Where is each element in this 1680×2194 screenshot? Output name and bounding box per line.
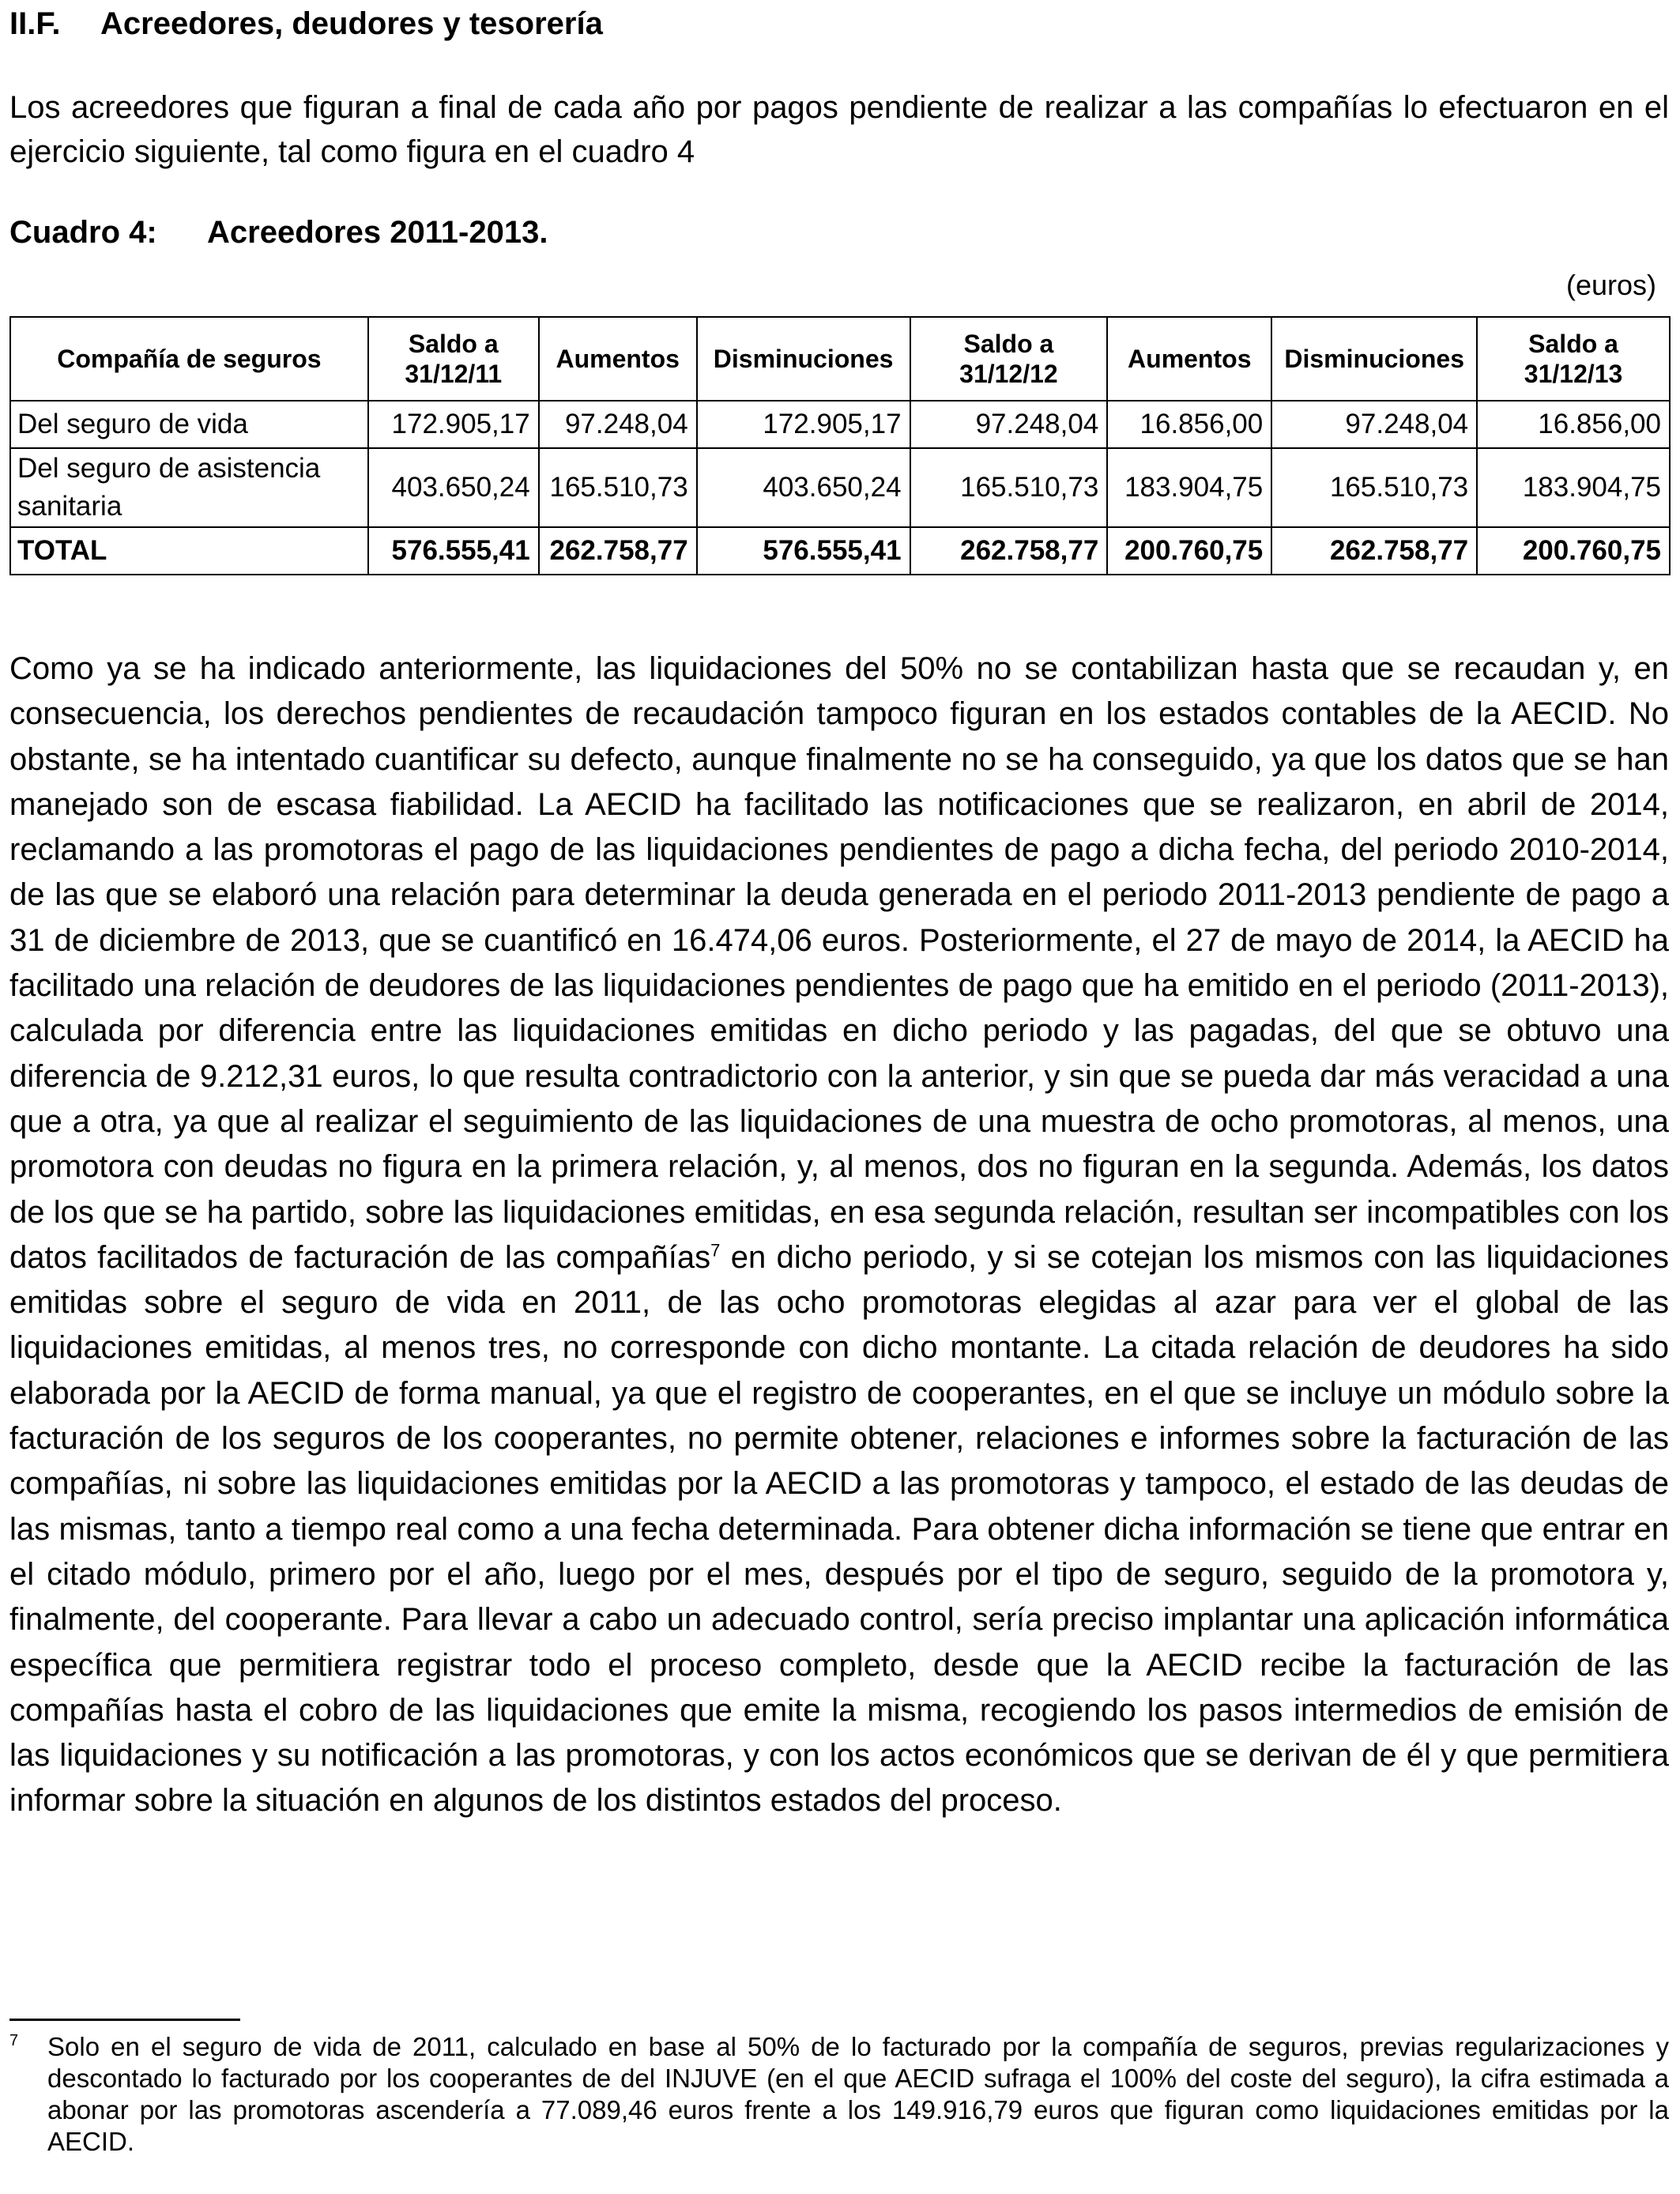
row-label: Del seguro de asistencia sanitaria bbox=[10, 448, 368, 527]
table-total-row bbox=[10, 527, 1670, 575]
table-caption-label: Cuadro 4: bbox=[9, 215, 157, 250]
section-number: II.F. bbox=[9, 6, 61, 41]
table-header-row bbox=[10, 317, 1670, 401]
table-cell: 172.905,17 bbox=[368, 401, 539, 448]
column-header: Aumentos bbox=[1107, 317, 1271, 401]
table-caption-title: Acreedores 2011-2013. bbox=[207, 215, 548, 250]
table-cell: 403.650,24 bbox=[697, 448, 910, 527]
row-label: Del seguro de vida bbox=[10, 401, 368, 448]
body-text: Como ya se ha indicado anteriormente, las liquidaciones del 50% no se contabilizan hasta que se recaudan y, en consecuencia, los derechos pendientes de recaudación tampoco figuran en los estados contables de la AECID. No obstante, se ha intentado cuantificar su defecto, aunque finalmente no se ha conseguido, ya que los datos que se han manejado son de escasa fiabilidad. La AECID ha facilitado las notificaciones que se realizaron, en abril de 2014, reclamando a las promotoras el pago de las liquidaciones pendientes de pago a dicha fecha, del periodo 2010-2014, de las que se elaboró una relación para determinar la deuda generada en el periodo 2011-2013 pendiente de pago a 31 de diciembre de 2013, que se cuantificó en 16.474,06 euros. Posteriormente, el 27 de mayo de 2014, la AECID ha facilitado una relación de deudores de las liquidaciones pendientes de pago que ha emitido en el periodo (2011-2013), calculada por diferencia entre las liquidaciones emitidas en dicho periodo y las pagadas, del que se obtuvo una diferencia de 9.212,31 euros, lo que resulta contradictorio con la anterior, y sin que se pueda dar más veracidad a una que a otra, ya que al realizar el seguimiento de las liquidaciones de una muestra de ocho promotoras, al menos, una promotora con deudas no figura en la primera relación, y, al menos, dos no figuran en la segunda. Además, los datos de los que se ha partido, sobre las liquidaciones emitidas, en esa segunda relación, resultan ser incompatibles con los datos facilitados de facturación de las compañías bbox=[9, 651, 1669, 1275]
table-cell: 183.904,75 bbox=[1107, 448, 1271, 527]
table-cell: 97.248,04 bbox=[1271, 401, 1477, 448]
body-paragraph bbox=[9, 647, 1669, 1824]
table-cell: 262.758,77 bbox=[539, 527, 697, 575]
column-header: Saldo a 31/12/11 bbox=[368, 317, 539, 401]
body-text: en dicho periodo, y si se cotejan los mismos con las liquidaciones emitidas sobre el seguro de vida en 2011, de las ocho promotoras elegidas al azar para ver el global de las liquidaciones emitidas, al menos tres, no corresponde con dicho montante. La citada relación de deudores ha sido elaborada por la AECID de forma manual, ya que el registro de cooperantes, en el que se incluye un módulo sobre la facturación de los seguros de los cooperantes, no permite obtener, relaciones e informes sobre la facturación de las compañías, ni sobre las liquidaciones emitidas por la AECID a las promotoras y tampoco, el estado de las deudas de las mismas, tanto a tiempo real como a una fecha determinada. Para obtener dicha información se tiene que entrar en el citado módulo, primero por el año, luego por el mes, después por el tipo de seguro, seguido de la promotora y, finalmente, del cooperante. Para llevar a cabo un adecuado control, sería preciso implantar una aplicación informática específica que permitiera registrar todo el proceso completo, desde que la AECID recibe la facturación de las compañías hasta el cobro de las liquidaciones que emite la misma, recogiendo los pasos intermedios de emisión de las liquidaciones y su notificación a las promotoras, y con los actos económicos que se derivan de él y que permitiera informar sobre la situación en algunos de los distintos estados del proceso. bbox=[9, 1239, 1669, 1819]
column-header: Disminuciones bbox=[697, 317, 910, 401]
section-title: Acreedores, deudores y tesorería bbox=[100, 6, 603, 41]
row-label: TOTAL bbox=[10, 527, 368, 575]
table-cell: 165.510,73 bbox=[1271, 448, 1477, 527]
table-row bbox=[10, 448, 1670, 527]
table-cell: 16.856,00 bbox=[1477, 401, 1670, 448]
footnote-number: 7 bbox=[9, 2032, 19, 2049]
column-header: Saldo a 31/12/13 bbox=[1477, 317, 1670, 401]
column-header: Compañía de seguros bbox=[10, 317, 368, 401]
table-cell: 576.555,41 bbox=[697, 527, 910, 575]
footnote-separator bbox=[9, 2019, 240, 2021]
creditors-table bbox=[9, 316, 1671, 575]
column-header: Aumentos bbox=[539, 317, 697, 401]
table-cell: 97.248,04 bbox=[910, 401, 1108, 448]
table-units: (euros) bbox=[1565, 269, 1656, 301]
column-header: Saldo a 31/12/12 bbox=[910, 317, 1108, 401]
table-cell: 262.758,77 bbox=[1271, 527, 1477, 575]
table-cell: 576.555,41 bbox=[368, 527, 539, 575]
intro-paragraph: Los acreedores que figuran a final de cada año por pagos pendiente de realizar a las compañías lo efectuaron en el ejercicio siguiente, tal como figura en el cuadro 4 bbox=[9, 90, 1669, 169]
table-cell: 172.905,17 bbox=[697, 401, 910, 448]
section-heading bbox=[9, 6, 603, 42]
table-row bbox=[10, 401, 1670, 448]
table-cell: 200.760,75 bbox=[1477, 527, 1670, 575]
table-cell: 200.760,75 bbox=[1107, 527, 1271, 575]
column-header: Disminuciones bbox=[1271, 317, 1477, 401]
footnote-text: Solo en el seguro de vida de 2011, calculado en base al 50% de lo facturado por la compañía de seguros, previas regularizaciones y descontado lo facturado por los cooperantes de del INJUVE (en el que AECID sufraga el 100% del coste del seguro), la cifra estimada a abonar por las promotoras ascendería a 77.089,46 euros frente a los 149.916,79 euros que figuran como liquidaciones emitidas por la AECID. bbox=[47, 2032, 1669, 2156]
table-cell: 165.510,73 bbox=[539, 448, 697, 527]
table-caption bbox=[9, 215, 548, 251]
table-cell: 262.758,77 bbox=[910, 527, 1108, 575]
footnote-reference[interactable]: 7 bbox=[710, 1240, 721, 1261]
table-cell: 97.248,04 bbox=[539, 401, 697, 448]
table-cell: 403.650,24 bbox=[368, 448, 539, 527]
table-cell: 165.510,73 bbox=[910, 448, 1108, 527]
table-cell: 16.856,00 bbox=[1107, 401, 1271, 448]
table-cell: 183.904,75 bbox=[1477, 448, 1670, 527]
